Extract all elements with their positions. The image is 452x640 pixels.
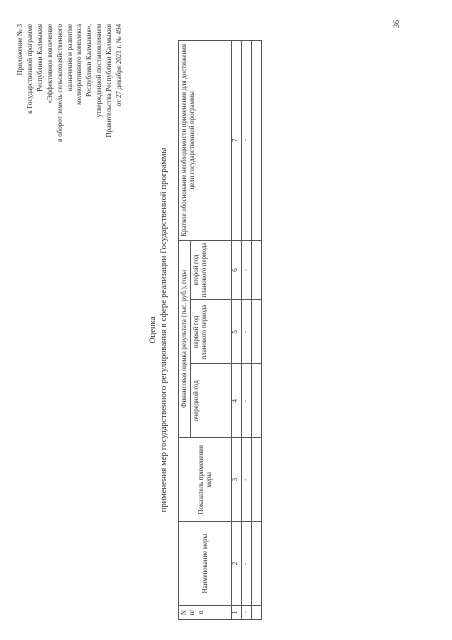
header-current-year: очередной год <box>191 364 232 438</box>
table-cell: - <box>242 438 252 522</box>
heading-subtitle: применения мер государственного регулирования в сфере реализации Государственной программы <box>158 147 168 513</box>
header-num: N п/п <box>179 606 232 620</box>
annex-line: Правительства Республики Калмыкия <box>105 24 114 138</box>
table-cell: - <box>242 300 252 364</box>
column-number: 6 <box>232 240 242 300</box>
table-cell <box>252 438 262 522</box>
column-number-row <box>232 41 242 620</box>
header-second-year: второй год планового периода <box>191 240 232 300</box>
header-rationale: Краткое обоснование необходимости применения для достижения цели государственной программы <box>179 41 232 241</box>
annex-line: назначения и развитие <box>65 24 74 92</box>
header-indicator: Показатель применения меры <box>179 438 232 522</box>
annex-line: Республики Калмыкия <box>35 24 44 92</box>
annex-line: «Эффективное вовлечение <box>45 24 54 104</box>
annex-line: Приложение № 3 <box>16 24 24 76</box>
annex-header <box>16 24 125 260</box>
column-number: 7 <box>232 41 242 241</box>
column-number: 3 <box>232 438 242 522</box>
header-financial-group: Финансовая оценка результата (тыс. руб.), годы <box>179 240 191 438</box>
table-cell: - <box>242 41 252 241</box>
annex-line: от 27 декабря 2021 г. № 494 <box>115 24 124 107</box>
annex-line: мелиоративного комплекса <box>75 24 84 105</box>
table-cell <box>252 522 262 606</box>
header-measure-name: Наименование меры <box>179 522 232 606</box>
table-cell <box>252 41 262 241</box>
document-heading <box>147 50 169 610</box>
table-cell <box>252 300 262 364</box>
measures-evaluation-table <box>178 40 262 620</box>
table-row <box>242 41 252 620</box>
annex-line: Республики Калмыкия», <box>85 24 94 97</box>
table-cell: - <box>242 606 252 620</box>
annex-line: утвержденной постановлением <box>95 24 104 118</box>
column-number: 4 <box>232 364 242 438</box>
header-first-year: первый год планового периода <box>191 300 232 364</box>
table-cell <box>252 364 262 438</box>
heading-title: Оценка <box>147 316 157 344</box>
table-cell: - <box>242 240 252 300</box>
annex-line: в оборот земель сельскохозяйственного <box>55 24 64 142</box>
table-cell <box>252 606 262 620</box>
page-number: 36 <box>392 20 401 28</box>
table-cell <box>252 240 262 300</box>
annex-line: к Государственной программе <box>25 24 34 114</box>
table-row <box>252 41 262 620</box>
table-cell: - <box>242 522 252 606</box>
column-number: 5 <box>232 300 242 364</box>
table-cell: - <box>242 364 252 438</box>
column-number: 1 <box>232 606 242 620</box>
column-number: 2 <box>232 522 242 606</box>
